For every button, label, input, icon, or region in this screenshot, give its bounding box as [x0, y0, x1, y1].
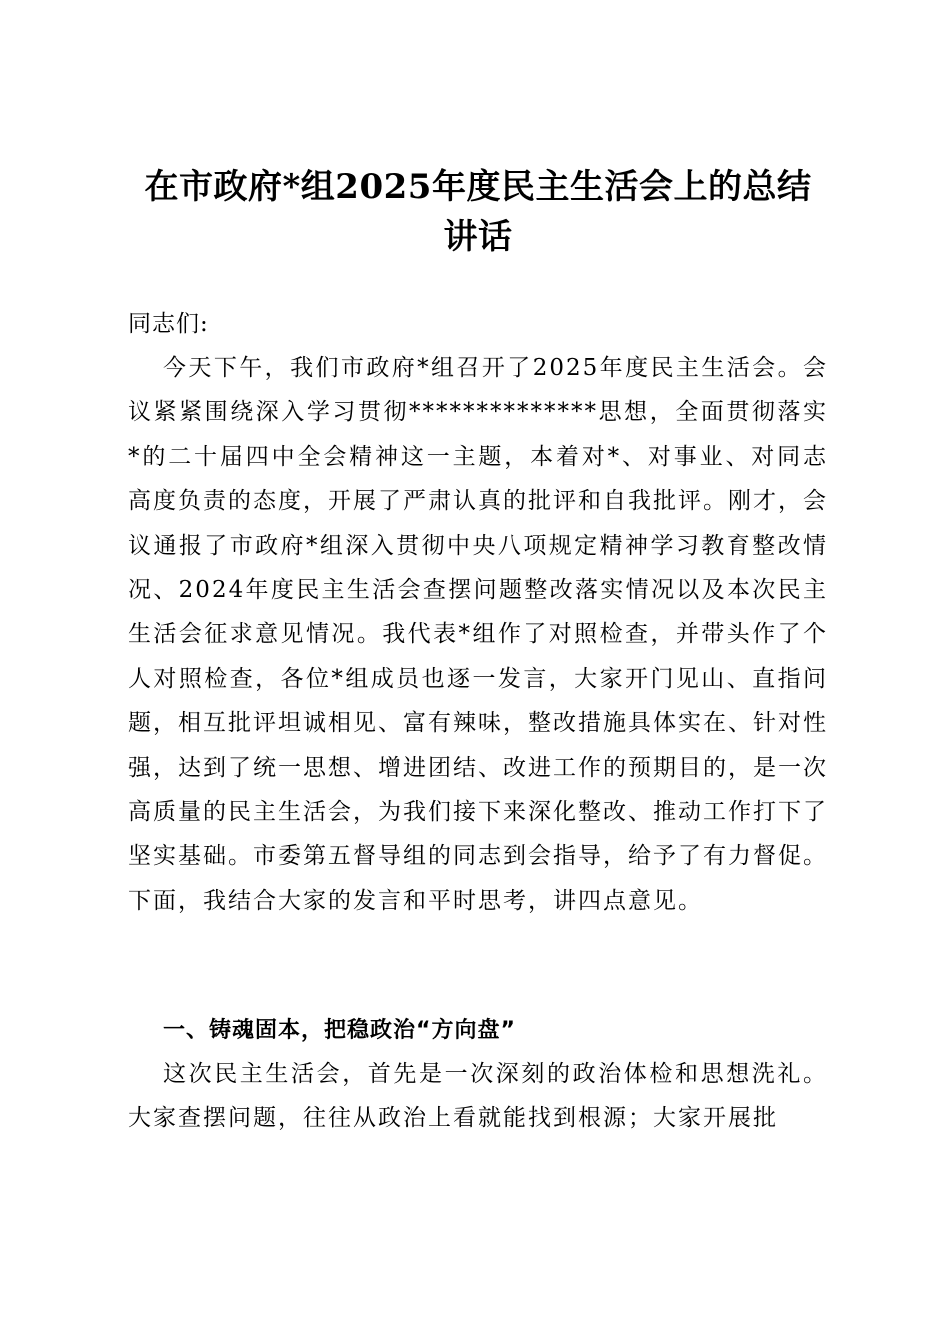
document-title: 在市政府*组2025年度民主生活会上的总结讲话 — [144, 167, 812, 257]
section-heading-1: 一、铸魂固本，把稳政治“方向盘” — [163, 1018, 516, 1043]
salutation: 同志们: — [128, 311, 209, 337]
paragraph-intro: 今天下午，我们市政府*组召开了2025年度民主生活会。会议紧紧围绕深入学习贯彻**************思想，全面贯彻落实*的二十届四中全会精神这一主题，本着对*、对事业、对同志高度负责的态度，开展了严肃认真的批评和自我批评。刚才，会议通报了市政府*组深入贯彻中央八项规定精神学习教育整改情况、2024年度民主生活会查摆问题整改落实情况以及本次民主生活会征求意见情况。我代表*组作了对照检查，并带头作了个人对照检查，各位*组成员也逐一发言，大家开门见山、直指问题，相互批评坦诚相见、富有辣味，整改措施具体实在、针对性强，达到了统一思想、增进团结、改进工作的预期目的，是一次高质量的民主生活会，为我们接下来深化整改、推动工作打下了坚实基础。市委第五督导组的同志到会指导，给予了有力督促。下面，我结合大家的发言和平时思考，讲四点意见。 — [128, 355, 828, 914]
paragraph-section-1: 这次民主生活会，首先是一次深刻的政治体检和思想洗礼。大家查摆问题，往往从政治上看就能找到根源；大家开展批 — [128, 1061, 828, 1132]
